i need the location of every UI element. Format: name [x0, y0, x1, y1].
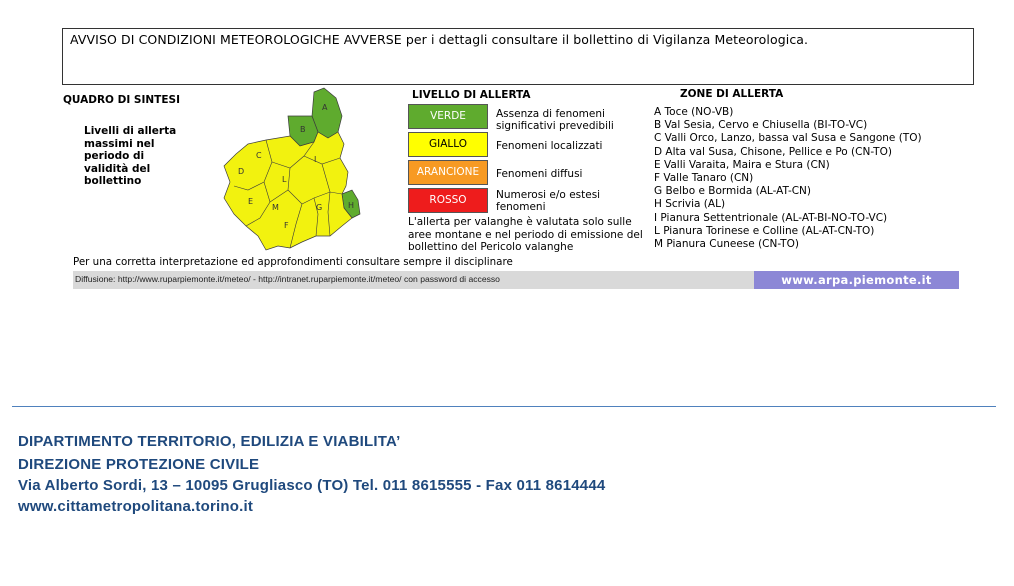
level-arancione-box — [408, 160, 488, 185]
zone-item: H Scrivia (AL) — [654, 198, 726, 211]
level-giallo-label: GIALLO — [428, 138, 467, 150]
zone-item: I Pianura Settentrionale (AL-AT-BI-NO-TO-VC) — [654, 211, 888, 224]
footer-department: DIPARTIMENTO TERRITORIO, EDILIZIA E VIABILITA’ — [18, 433, 401, 450]
zone-item: G Belbo e Bormida (AL-AT-CN) — [654, 185, 812, 198]
zone-list — [654, 106, 922, 251]
map-label: B — [300, 125, 306, 134]
valanghe-note: L'allerta per valanghe è valutata solo sulle aree montane e nel periodo di emissione del bollettino del Pericolo valanghe — [408, 216, 643, 253]
livelli-line: bollettino — [84, 175, 142, 187]
interpretazione-note: Per una corretta interpretazione ed approfondimenti consultare sempre il disciplinare — [73, 256, 513, 268]
map-label: L — [282, 175, 287, 184]
level-verde-desc: Assenza di fenomeni significativi prevedibili — [496, 108, 614, 132]
map-label: H — [348, 201, 355, 210]
livelli-line: massimi nel — [84, 137, 155, 150]
footer-website[interactable]: www.cittametropolitana.torino.it — [18, 498, 254, 515]
level-rosso-box — [408, 188, 488, 213]
avviso-text: AVVISO DI CONDIZIONI METEOROLOGICHE AVVERSE per i dettagli consultare il bollettino di Vigilanza Meteorologica. — [70, 32, 809, 47]
level-arancione-label: ARANCIONE — [416, 166, 480, 178]
zone-item: M Pianura Cuneese (CN-TO) — [654, 238, 799, 251]
footer-address: Via Alberto Sordi, 13 – 10095 Grugliasco (TO) Tel. 011 8615555 - Fax 011 8614444 — [18, 477, 606, 494]
livello-allerta-title: LIVELLO DI ALLERTA — [412, 89, 531, 101]
zone-item: A Toce (NO-VB) — [654, 106, 734, 118]
map-label: I — [314, 155, 317, 164]
map-label: C — [256, 151, 262, 160]
zone-item: B Val Sesia, Cervo e Chiusella (BI-TO-VC) — [654, 119, 868, 132]
level-rosso-label: ROSSO — [429, 194, 467, 206]
footer-divider — [12, 406, 996, 407]
level-arancione-desc: Fenomeni diffusi — [496, 168, 583, 180]
piemonte-map — [218, 86, 368, 256]
arpa-link[interactable]: www.arpa.piemonte.it — [754, 271, 959, 289]
footer-direction: DIREZIONE PROTEZIONE CIVILE — [18, 456, 260, 473]
zone-item: F Valle Tanaro (CN) — [654, 172, 754, 185]
diffusione-text: Diffusione: http://www.ruparpiemonte.it/meteo/ - http://intranet.ruparpiemonte.it/meteo/ con password di accesso — [75, 274, 500, 284]
avviso-box — [62, 28, 974, 85]
livelli-line: validità del — [84, 162, 151, 175]
map-label: F — [284, 221, 289, 230]
map-label: M — [272, 203, 279, 212]
level-verde-box — [408, 104, 488, 129]
zone-item: C Valli Orco, Lanzo, bassa val Susa e Sangone (TO) — [654, 132, 922, 145]
livelli-line: Livelli di allerta — [84, 125, 177, 137]
zone-item: E Valli Varaita, Maira e Stura (CN) — [654, 158, 830, 171]
level-verde-label: VERDE — [430, 110, 466, 122]
zone-allerta-title: ZONE DI ALLERTA — [680, 88, 784, 100]
map-label: A — [322, 103, 328, 112]
map-label: D — [238, 167, 245, 176]
level-rosso-desc: Numerosi e/o estesi fenomeni — [496, 189, 601, 213]
quadro-sintesi-title: QUADRO DI SINTESI — [63, 94, 180, 106]
level-giallo-box — [408, 132, 488, 157]
zone-item: D Alta val Susa, Chisone, Pellice e Po (CN-TO) — [654, 145, 892, 158]
livelli-line: periodo di — [84, 150, 145, 162]
level-giallo-desc: Fenomeni localizzati — [496, 140, 603, 152]
livelli-text — [84, 125, 204, 188]
map-label: E — [248, 197, 254, 206]
zone-item: L Pianura Torinese e Colline (AL-AT-CN-TO) — [654, 224, 875, 237]
map-label: G — [316, 203, 323, 212]
zone-giallo — [224, 132, 355, 250]
